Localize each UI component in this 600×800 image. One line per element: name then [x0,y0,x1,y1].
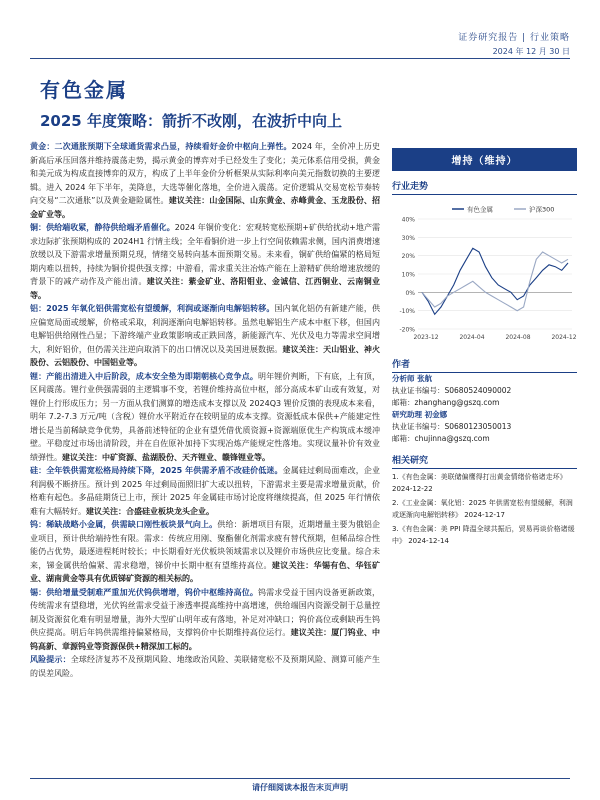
x-tick-label: 2023-12 [413,334,439,341]
paragraph-key: 铜：供给端收紧，静待供给端矛盾催化。 [30,223,175,232]
paragraph-recommendation: 建议关注：厦门钨业、中钨高新、章源钨业等资源保供+精深加工标的。 [30,628,381,651]
paragraph-text: 2024 年，全价冲上历史新高后承压回落并维持震荡走势，揭示黄金的博弈对手已经发生了变化；美元体系信用受损，黄金和美元成为构成直接博弈的双方，构成了上半年金价分析框架从实际利率向美元指数切换的主要逻辑。进入 2024 年下半年，美降息，大选等催化落地，全价进入震荡。定价逻辑从交易宽松节奏转向交易“二次通胀”以及黄金避险属性。 [30,142,380,205]
paragraph-recommendation: 建议关注：华锡有色、华钰矿业、湖南黄金等具有优质锑矿资源的相关标的。 [30,560,381,583]
paragraph-text: 2024 年铜价变化：宏观转宽松预期+矿供给扰动+地产需求边际扩张预期构成的 2024H1 行情主线；全年看铜价进一步上行空间依赖需求侧，国内消费增速放缓以及下游需求增量预期兑现，情绪交易转向基本面预期交易。未来看，铜矿供给偏紧的格局短期内难以扭转，持续为铜价提供强支撑；中游看，需求重关注冶炼产能在上游精矿供给增速放缓的背景下的减产动作及产能出清。 [30,223,381,286]
related-report-link[interactable]: 2.《工业金属：氧化铝：2025 年供需宽松有望缓解，利润或逐渐向电解铝转移》 2024-12-17 [392,499,573,519]
trend-chart [392,199,577,349]
author-detail: 执业证书编号：S0680524090002 [392,386,512,395]
paragraph-key: 锡：供给增量受制难严重加光伏钨供增增，钨价中枢维持高位。 [30,587,258,597]
y-tick-label: -20% [399,326,415,334]
report-date: 2024 年 12 月 30 日 [492,47,570,56]
related-list [392,471,577,547]
x-tick-label: 2024-08 [505,334,531,341]
author-name: 张航 [417,374,433,383]
authors-heading: 作者 [392,357,577,373]
paragraph [30,586,380,654]
paragraph-recommendation: 建议关注：中矿资源、盐湖股份、天齐锂业、赣锋锂业等。 [62,452,270,462]
related-heading: 相关研究 [392,453,577,469]
author-role: 分析师 [392,374,418,383]
paragraph-key: 钨：稀缺战略小金属，供需缺口刚性板块景气向上。 [30,520,218,529]
author-detail: 邮箱：zhanghang@gszq.com [392,398,500,407]
author-role: 研究助理 [392,410,425,419]
paragraph-text: 全球经济复苏不及预期风险、地缘政治风险、美联储宽松不及预期风险、测算可能产生的误差风险。 [30,655,381,678]
authors-list [392,373,577,445]
y-tick-label: 40% [401,216,415,224]
author-row [392,373,577,385]
y-tick-label: -10% [399,308,415,316]
sector-title: 有色金属 [40,78,128,102]
author-detail: 执业证书编号：S0680123050013 [392,422,512,431]
rating-badge: 增持（维持） [392,148,577,171]
paragraph-key: 锂：产能出清进入中后阶段，成本安全垫为即期朝核心竞争点。 [30,371,258,381]
paragraph-key: 风险提示： [30,655,71,664]
legend-label: 有色金属 [467,205,493,214]
paragraph [30,370,380,465]
trend-heading: 行业走势 [392,179,577,195]
paragraph [30,653,380,680]
x-tick-label: 2024-04 [459,334,485,341]
report-body [30,140,380,680]
paragraph [30,464,380,518]
paragraph-text: 供给：新增项目有限，近期增量主要为俄铝企业项目，预计供给端持性有限。需求：传统应用刚、聚酯催化剂需求疲有替代预期，但稀品综合性能仍占优势，最逐进程耗时较长；中长期看好光伏板块领域需求以及锂价市场供应比变量。综合未来，锑金属供给偏紧、需求稳增，锑价中长期中枢有望维持高位。 [30,520,381,570]
y-tick-label: 10% [401,271,415,279]
paragraph-recommendation: 建议关注：紫金矿业、洛阳钼业、金诚信、江西铜业、云南铜业等。 [30,277,380,300]
paragraph-recommendation: 建议关注：山金国际、山东黄金、赤峰黄金、玉龙股份、招金矿业等。 [30,196,381,219]
author-detail: 邮箱：chujinna@gszq.com [392,434,490,443]
paragraph-text: 国内氧化铝仍有新建产能，供应偏宽局面或缓解，价格或采取，利润逐渐向电解铝转移。虽然电解铝生产成本中枢下移，但国内电解铝供给刚性凸显；下游终端产业政策影响或正跌回落，新能源汽车、光伏及电力等需求空间增大，利好铝价，但仍需关注逆向取消下的出口情况以及美国进展数据。 [30,304,380,354]
trend-chart-svg [392,199,577,349]
paragraph [30,302,380,370]
paragraph-key: 铝：2025 年氧化铝供需宽松有望缓解，利润或逐渐向电解铝转移。 [30,304,275,313]
paragraph-key: 黄金：二次通胀预期下全球通货需求凸显，持续看好金价中枢向上弹性。 [30,142,292,151]
report-type-label: 证券研究报告 | 行业策略 [458,33,570,43]
author-row [392,409,577,421]
x-tick-label: 2024-12 [551,334,577,341]
legend-label: 沪深300 [529,205,555,214]
related-report-link[interactable]: 1.《有色金属：美联储偏鹰得打出黄金情绪价格诸走坏》 2024-12-22 [392,473,567,493]
y-tick-label: 20% [401,253,415,261]
paragraph-text: 钨需求受益于国内设备更新政策，传统需求有望稳增，光伏钨丝需求受益于渗透率提高维持中高增速，供给端国内资源受制于总量控制及资源贫化难有明显增量，海外大型矿山明年或有落地，补足对冲缺口；钨价高位或剩缺再生钨供应提高。明后年钨供需维持偏紧格局，支撑钨价中长期维持高位运行。 [30,587,380,637]
paragraph-key: 硅：全年铁供需宽松格局持续下降，2025 年供需矛盾不改硅价低迷。 [30,466,283,475]
paragraph-recommendation: 建议关注：合盛硅业板块龙头企业。 [86,506,214,516]
paragraph [30,221,380,302]
footer-disclaimer: 请仔细阅读本报告末页声明 [252,783,348,792]
paragraph-recommendation: 建议关注：天山铝业、神火股份、云铝股份、中国铝业等。 [30,344,381,367]
author-name: 初金娜 [424,410,448,419]
y-tick-label: 30% [401,234,415,242]
paragraph [30,518,380,586]
paragraph-text: 金属硅过剩局面难改，企业利润极不断挤压。预计到 2025 年过剩局面照旧扩大或以扭转，下游需求主要是需求增量贡献，价格难有起色。多晶硅期货已上市，预计 2025 年金属硅市场讨论度将继续提高，但 2025 年行情依难有大幅转好。 [30,466,380,516]
y-tick-label: 0% [405,289,415,297]
related-report-link[interactable]: 3.《有色金属：美 PPI 降温全球共振后，贸易再谈价格诸缓中》 2024-12-14 [392,525,575,545]
footer-divider [30,778,570,779]
series-line-sector [422,248,568,314]
right-sidebar [392,148,577,547]
report-headline: 2025 年度策略：箭折不改刚，在波折中向上 [40,112,342,130]
paragraph [30,140,380,221]
header-divider [30,58,570,59]
paragraph-text: 明年锂价判断，下有底，上有顶，区间震荡。锂行业供强需弱的主逻辑事不变，若锂价维持高位中枢，部分高成本矿山或有效复，对锂价上行形成压力；另一方面从我们测算的增迭成本支撑以及 2024Q3 锂价反馈的表现成本来看，明年 7.2-7.3 万元/吨（含税）锂价水平附近存在较明显的成本支撑。资源低成本保供+产能建定性增长是当前稀缺竞争优势，具备前述特征的企业有望凭借优质资源+资源端原优生产构筑成本缓冲壁。平稳度过市场出清阶段，并在自佐原补加持下实现冶炼产能规定性落地。实现议量补价有效业绩弹性。 [30,371,380,462]
